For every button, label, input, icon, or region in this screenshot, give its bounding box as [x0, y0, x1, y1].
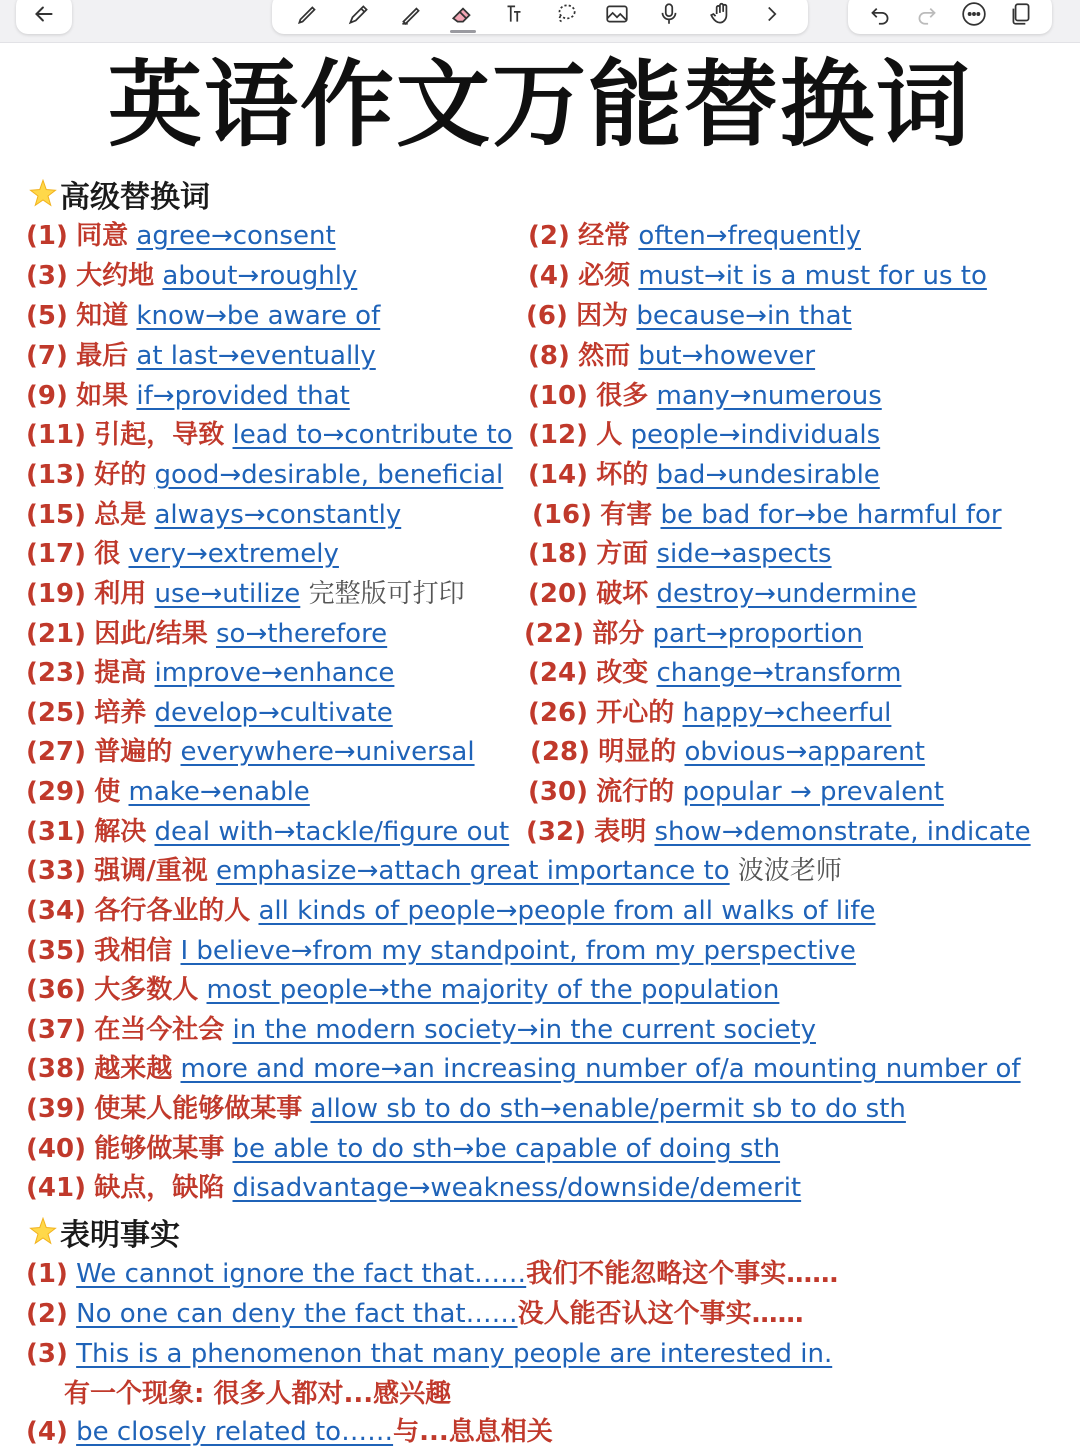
- item-number: (21): [26, 619, 86, 649]
- replacement-phrase: use→utilize: [154, 579, 301, 609]
- item-number: (11): [26, 420, 86, 450]
- undo-icon[interactable]: [863, 0, 897, 31]
- edit-actions: [848, 0, 1052, 34]
- replacement-phrase: improve→enhance: [154, 658, 395, 688]
- section-title: 高级替换词: [60, 180, 210, 215]
- page-title: 英语作文万能替换词: [107, 51, 972, 160]
- chinese-word: 因为: [576, 301, 629, 331]
- chinese-word: 如果: [76, 381, 129, 411]
- vocab-row: [26, 893, 875, 931]
- english-phrase: This is a phenomenon that many people are interested in.: [76, 1339, 833, 1369]
- fact-row: [26, 1296, 804, 1334]
- replacement-phrase: develop→cultivate: [154, 698, 393, 728]
- vocab-row: [526, 814, 1031, 852]
- vocab-row: [26, 655, 394, 693]
- replacement-phrase: happy→cheerful: [682, 698, 892, 728]
- vocab-row: [26, 378, 350, 416]
- item-number: (2): [528, 221, 570, 251]
- replacement-phrase: popular → prevalent: [682, 777, 944, 807]
- replacement-phrase: all kinds of people→people from all walks of life: [258, 896, 876, 926]
- vocab-row: [528, 576, 917, 614]
- vocab-row: [26, 1012, 816, 1050]
- vocab-row: [26, 457, 503, 495]
- vocab-row: [26, 774, 310, 812]
- chinese-word: 流行的: [596, 777, 675, 807]
- item-number: (14): [528, 460, 588, 490]
- item-number: (7): [26, 341, 68, 371]
- replacement-phrase: very→extremely: [128, 539, 339, 569]
- replacement-phrase: show→demonstrate, indicate: [654, 817, 1031, 847]
- replacement-phrase: I believe→from my standpoint, from my perspective: [180, 936, 856, 966]
- vocab-row: [26, 1091, 906, 1129]
- fact-row: [26, 1336, 832, 1374]
- vocab-row: [26, 734, 475, 772]
- vocab-row: [26, 972, 779, 1010]
- item-number: (27): [26, 737, 86, 767]
- item-number: (1): [26, 221, 68, 251]
- fact-row-continuation: [64, 1376, 451, 1414]
- replacement-phrase: must→it is a must for us to: [638, 261, 987, 291]
- item-number: (6): [526, 301, 568, 331]
- replacement-phrase: obvious→apparent: [684, 737, 925, 767]
- chinese-meaning: 没人能否认这个事实……: [517, 1299, 804, 1329]
- replacement-phrase: make→enable: [128, 777, 310, 807]
- english-phrase: We cannot ignore the fact that……: [76, 1259, 527, 1289]
- vocab-row: [528, 655, 901, 693]
- vocab-row: [528, 457, 880, 495]
- pages-icon[interactable]: [1004, 0, 1038, 31]
- chinese-word: 使: [94, 777, 121, 807]
- vocab-row: [26, 497, 401, 535]
- section-title: 表明事实: [60, 1218, 180, 1253]
- vocab-row: [26, 695, 393, 733]
- replacement-phrase: part→proportion: [652, 619, 864, 649]
- vocab-row: [26, 417, 513, 455]
- chinese-word: 表明: [594, 817, 647, 847]
- item-number: (36): [26, 975, 86, 1005]
- english-phrase: be closely related to……: [76, 1417, 394, 1447]
- chinese-word: 各行各业的人: [94, 896, 251, 926]
- vocab-row: [532, 497, 1002, 535]
- replacement-phrase: lead to→contribute to: [232, 420, 513, 450]
- item-number: (1): [26, 1259, 68, 1289]
- chinese-word: 破坏: [596, 579, 649, 609]
- replacement-phrase: but→however: [638, 341, 816, 371]
- watermark-note: 完整版可打印: [308, 579, 465, 609]
- pen-icon[interactable]: [291, 0, 325, 31]
- replacement-phrase: at last→eventually: [136, 341, 376, 371]
- chinese-word: 很多: [596, 381, 649, 411]
- chinese-meaning: 我们不能忽略这个事实……: [526, 1259, 839, 1289]
- item-number: (33): [26, 856, 86, 886]
- replacement-phrase: change→transform: [656, 658, 902, 688]
- vocab-row: [524, 616, 863, 654]
- item-number: (4): [26, 1417, 68, 1447]
- replacement-phrase: because→in that: [636, 301, 852, 331]
- item-number: (29): [26, 777, 86, 807]
- chinese-word: 很: [94, 539, 121, 569]
- eraser-icon[interactable]: [446, 0, 480, 31]
- item-number: (38): [26, 1054, 86, 1084]
- item-number: (18): [528, 539, 588, 569]
- chinese-word: 因此/结果: [94, 619, 208, 649]
- replacement-phrase: disadvantage→weakness/downside/demerit: [232, 1173, 802, 1203]
- item-number: (23): [26, 658, 86, 688]
- chinese-word: 缺点，缺陷: [94, 1173, 225, 1203]
- chevron-right-icon[interactable]: [755, 0, 789, 31]
- chinese-word: 必须: [578, 261, 631, 291]
- chinese-word: 大多数人: [94, 975, 199, 1005]
- vocab-row: [26, 298, 380, 336]
- chinese-word: 能够做某事: [94, 1134, 225, 1164]
- item-number: (8): [528, 341, 570, 371]
- chinese-word: 解决: [94, 817, 147, 847]
- item-number: (20): [528, 579, 588, 609]
- fact-row: [26, 1256, 838, 1294]
- english-phrase: No one can deny the fact that……: [76, 1299, 518, 1329]
- highlighter-icon[interactable]: [394, 0, 428, 31]
- item-number: (3): [26, 261, 68, 291]
- replacement-phrase: emphasize→attach great importance to: [215, 856, 730, 886]
- item-number: (17): [26, 539, 86, 569]
- chinese-word: 培养: [94, 698, 147, 728]
- item-number: (41): [26, 1173, 86, 1203]
- vocab-row: [26, 933, 856, 971]
- chinese-word: 坏的: [596, 460, 649, 490]
- replacement-phrase: know→be aware of: [136, 301, 381, 331]
- arrow-left-icon: [27, 0, 61, 31]
- replacement-phrase: if→provided that: [136, 381, 350, 411]
- replacement-phrase: everywhere→universal: [180, 737, 475, 767]
- item-number: (25): [26, 698, 86, 728]
- item-number: (32): [526, 817, 586, 847]
- replacement-phrase: often→frequently: [638, 221, 861, 251]
- item-number: (3): [26, 1339, 68, 1369]
- chinese-word: 明显的: [598, 737, 677, 767]
- image-icon[interactable]: [600, 0, 634, 31]
- replacement-phrase: agree→consent: [136, 221, 336, 251]
- vocab-row: [26, 576, 465, 614]
- top-toolbar: [0, 0, 1080, 43]
- vocab-row: [528, 218, 861, 256]
- item-number: (13): [26, 460, 86, 490]
- replacement-phrase: many→numerous: [656, 381, 882, 411]
- vocab-row: [26, 814, 509, 852]
- vocab-row: [528, 695, 891, 733]
- chinese-word: 使某人能够做某事: [94, 1094, 303, 1124]
- chinese-word: 部分: [592, 619, 645, 649]
- replacement-phrase: bad→undesirable: [656, 460, 880, 490]
- item-number: (34): [26, 896, 86, 926]
- chinese-meaning: 有一个现象: 很多人都对...感兴趣: [64, 1379, 452, 1409]
- chinese-word: 普遍的: [94, 737, 173, 767]
- replacement-phrase: always→constantly: [154, 500, 402, 530]
- star-icon: [28, 179, 58, 209]
- pencil-icon[interactable]: [342, 0, 376, 31]
- replacement-phrase: be able to do sth→be capable of doing sth: [232, 1134, 781, 1164]
- redo-icon[interactable]: [910, 0, 944, 31]
- chinese-word: 改变: [596, 658, 649, 688]
- chinese-word: 人: [596, 420, 623, 450]
- vocab-row: [26, 1170, 801, 1208]
- vocab-row: [528, 774, 944, 812]
- replacement-phrase: so→therefore: [215, 619, 388, 649]
- vocab-row: [26, 1131, 780, 1169]
- chinese-word: 有害: [600, 500, 653, 530]
- chinese-word: 利用: [94, 579, 147, 609]
- section-heading-facts: [28, 1212, 180, 1252]
- vocab-row: [528, 536, 832, 574]
- replacement-phrase: in the modern society→in the current society: [232, 1015, 816, 1045]
- chinese-word: 提高: [94, 658, 147, 688]
- vocab-row: [26, 853, 842, 891]
- item-number: (4): [528, 261, 570, 291]
- chinese-word: 开心的: [596, 698, 675, 728]
- text-tool-icon[interactable]: [497, 0, 531, 31]
- item-number: (9): [26, 381, 68, 411]
- replacement-phrase: people→individuals: [630, 420, 881, 450]
- vocab-row: [26, 218, 336, 256]
- item-number: (35): [26, 936, 86, 966]
- item-number: (24): [528, 658, 588, 688]
- more-icon[interactable]: [957, 0, 991, 31]
- vocab-row: [26, 258, 357, 296]
- chinese-word: 同意: [76, 221, 129, 251]
- vocab-row: [528, 258, 987, 296]
- replacement-phrase: most people→the majority of the population: [206, 975, 780, 1005]
- microphone-icon[interactable]: [652, 0, 686, 31]
- replacement-phrase: more and more→an increasing number of/a mounting number of: [180, 1054, 1021, 1084]
- item-number: (37): [26, 1015, 86, 1045]
- replacement-phrase: allow sb to do sth→enable/permit sb to do sth: [310, 1094, 906, 1124]
- chinese-word: 经常: [578, 221, 631, 251]
- replacement-phrase: destroy→undermine: [656, 579, 917, 609]
- hand-icon[interactable]: [704, 0, 738, 31]
- vocab-row: [528, 378, 882, 416]
- replacement-phrase: be bad for→be harmful for: [660, 500, 1002, 530]
- chinese-word: 越来越: [94, 1054, 173, 1084]
- replacement-phrase: side→aspects: [656, 539, 832, 569]
- chinese-word: 方面: [596, 539, 649, 569]
- item-number: (10): [528, 381, 588, 411]
- chinese-word: 在当今社会: [94, 1015, 225, 1045]
- item-number: (28): [530, 737, 590, 767]
- fact-row: [26, 1414, 553, 1452]
- replacement-phrase: about→roughly: [162, 261, 358, 291]
- item-number: (22): [524, 619, 584, 649]
- chinese-word: 大约地: [76, 261, 155, 291]
- replacement-phrase: deal with→tackle/figure out: [154, 817, 510, 847]
- vocab-row: [528, 338, 815, 376]
- chinese-meaning: 与...息息相关: [393, 1417, 553, 1447]
- item-number: (16): [532, 500, 592, 530]
- item-number: (26): [528, 698, 588, 728]
- item-number: (39): [26, 1094, 86, 1124]
- item-number: (12): [528, 420, 588, 450]
- item-number: (2): [26, 1299, 68, 1329]
- watermark-note: 波波老师: [737, 856, 842, 886]
- replacement-phrase: good→desirable, beneficial: [154, 460, 504, 490]
- item-number: (30): [528, 777, 588, 807]
- vocab-row: [530, 734, 925, 772]
- chinese-word: 强调/重视: [94, 856, 208, 886]
- item-number: (40): [26, 1134, 86, 1164]
- item-number: (31): [26, 817, 86, 847]
- vocab-row: [526, 298, 852, 336]
- star-icon: [28, 1217, 58, 1247]
- chinese-word: 好的: [94, 460, 147, 490]
- chinese-word: 我相信: [94, 936, 173, 966]
- chinese-word: 知道: [76, 301, 129, 331]
- section-heading-advanced: [28, 174, 210, 214]
- vocab-row: [528, 417, 880, 455]
- item-number: (15): [26, 500, 86, 530]
- vocab-row: [26, 338, 376, 376]
- drawing-tools: [272, 0, 808, 34]
- chinese-word: 总是: [94, 500, 147, 530]
- chinese-word: 然而: [578, 341, 631, 371]
- lasso-icon[interactable]: [549, 0, 583, 31]
- back-button[interactable]: [16, 0, 72, 34]
- chinese-word: 引起，导致: [94, 420, 225, 450]
- item-number: (5): [26, 301, 68, 331]
- chinese-word: 最后: [76, 341, 129, 371]
- vocab-row: [26, 536, 339, 574]
- vocab-row: [26, 616, 387, 654]
- vocab-row: [26, 1051, 1021, 1089]
- item-number: (19): [26, 579, 86, 609]
